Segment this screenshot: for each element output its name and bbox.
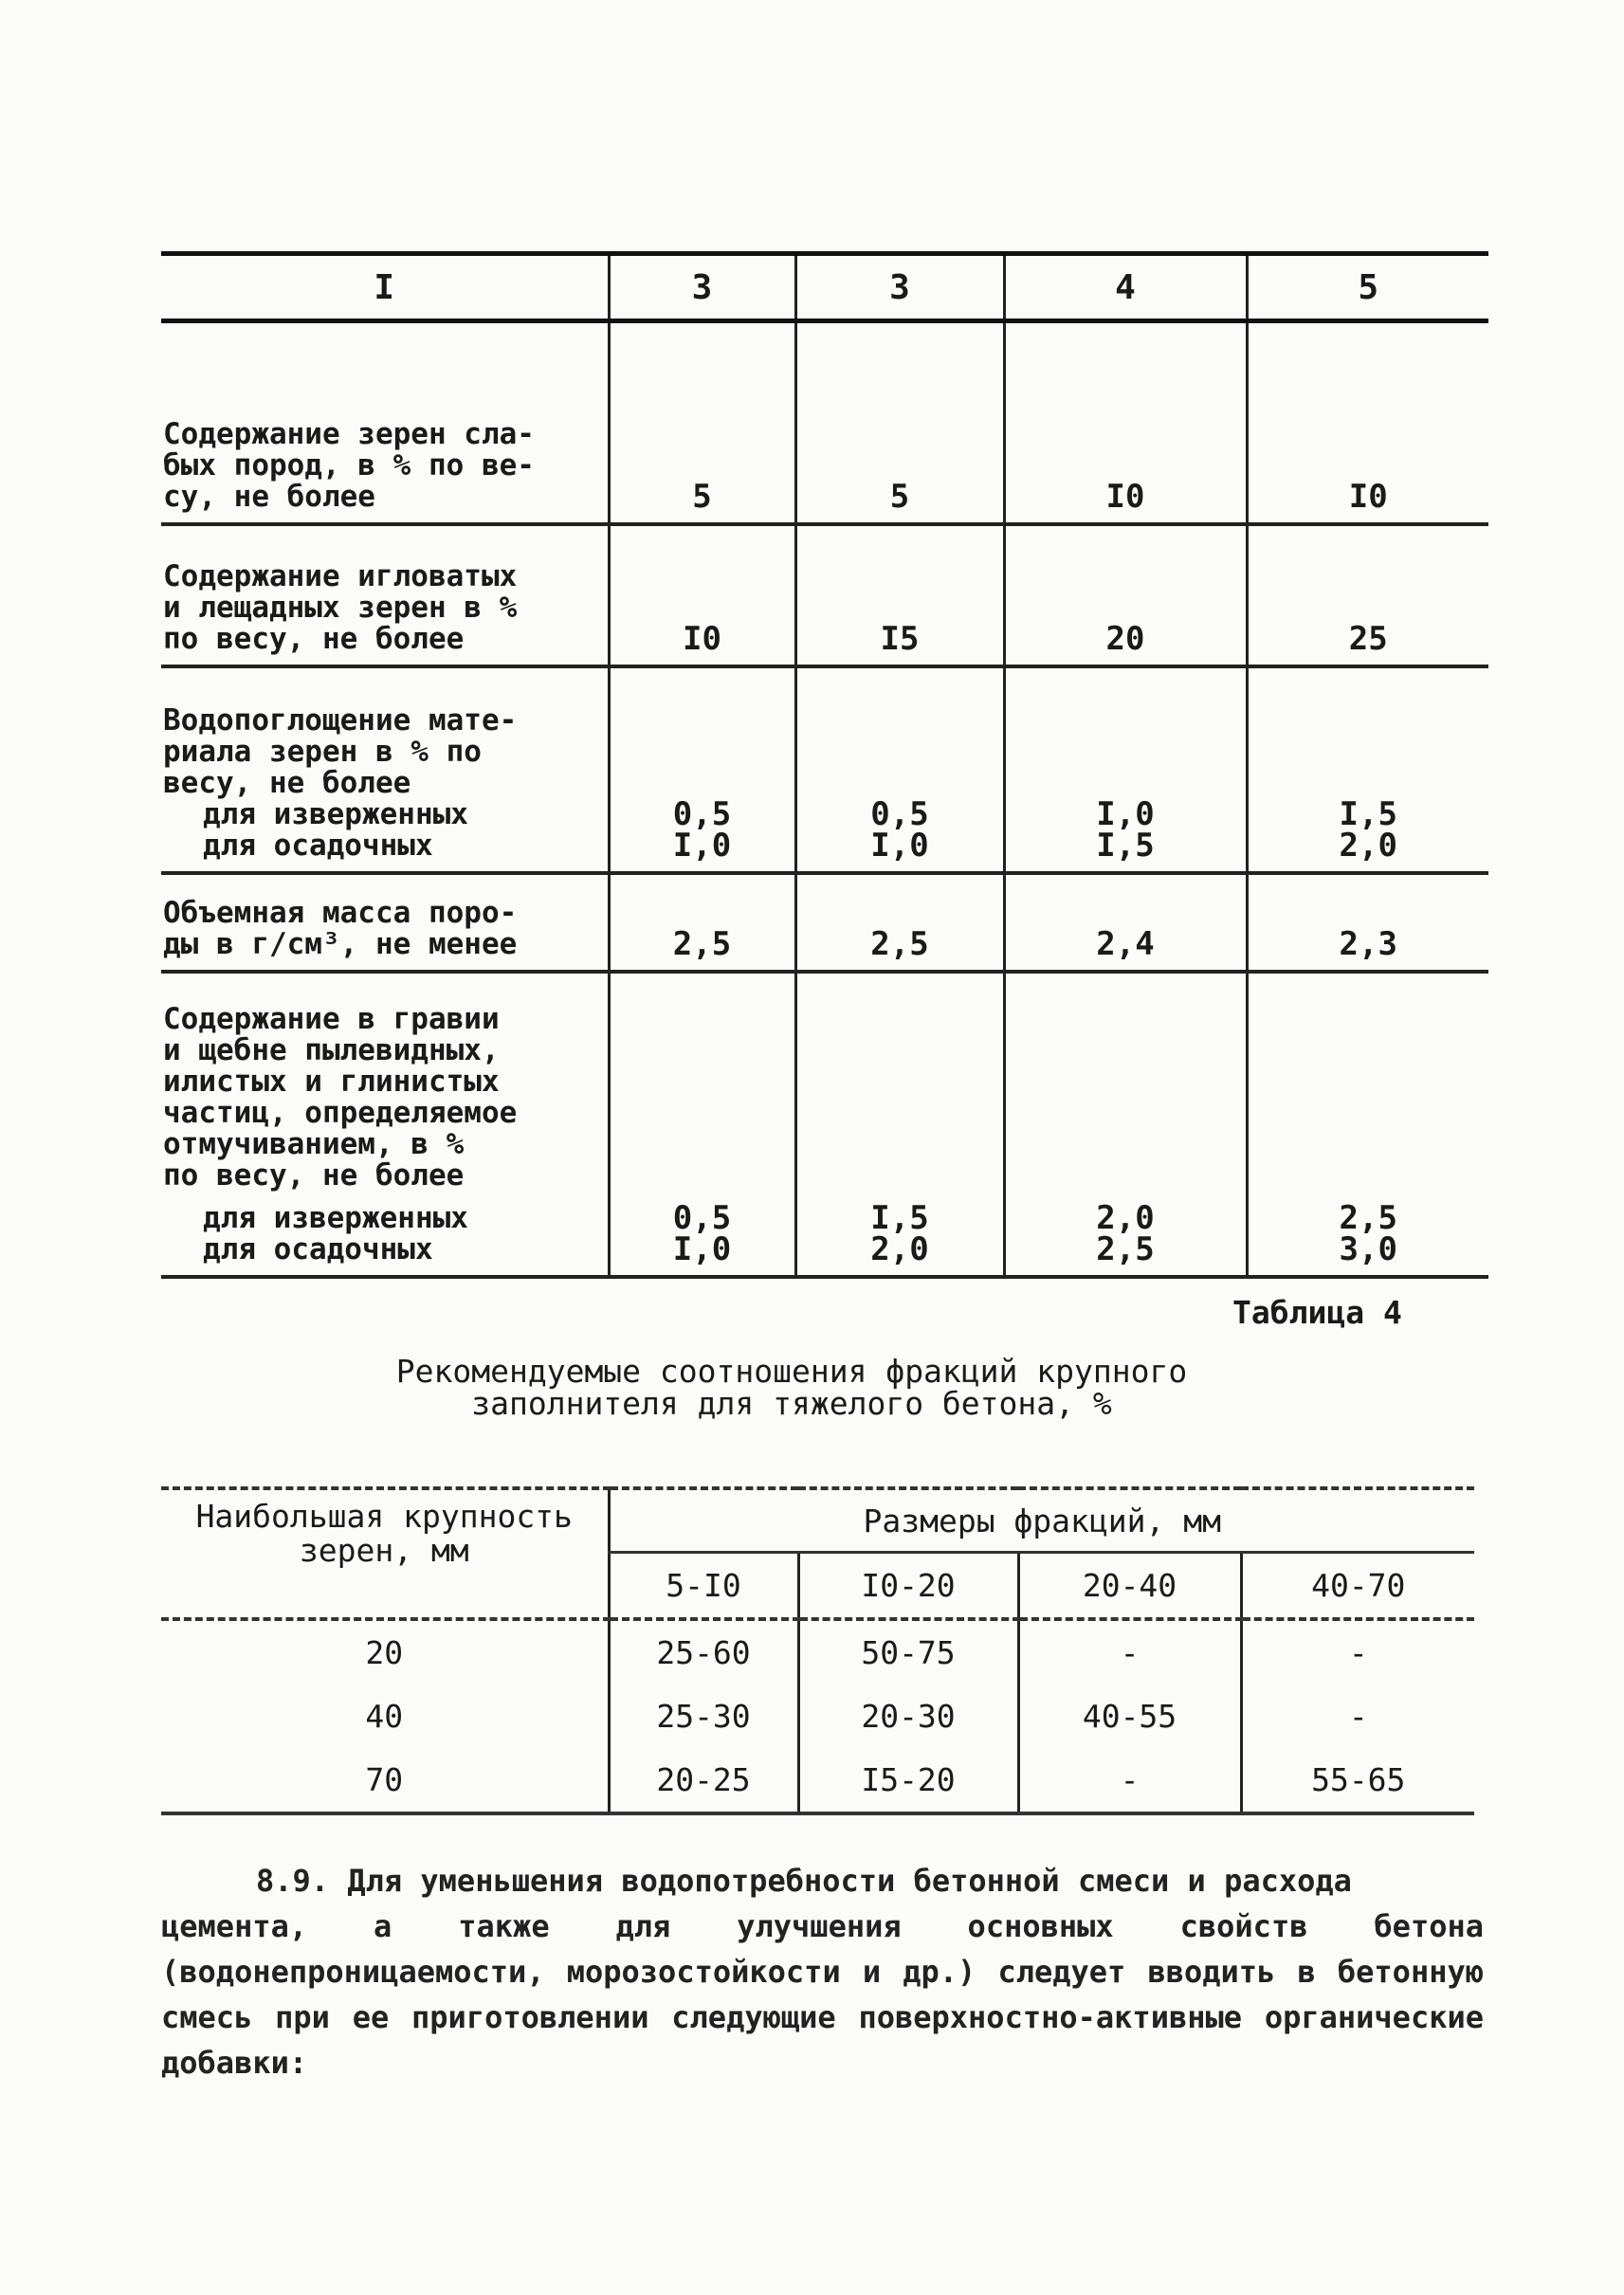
label-line: Содержание зерен сла- [163,416,535,451]
label-line: отмучиванием, в % [163,1126,465,1161]
fraction-header: 40-70 [1241,1553,1474,1619]
cell-value: 55-65 [1241,1748,1474,1813]
sub-label: для осадочных [203,1231,433,1266]
cell-value: 0,5 I,0 [609,666,795,873]
row-header-line: Наибольшая крупность [195,1498,573,1535]
cell-value: 2,3 [1247,873,1488,972]
column-number: I [161,254,609,321]
cell-value: - [1018,1619,1241,1685]
table-row [161,873,1488,972]
cell-value: 0,5 I,0 [795,666,1004,873]
cell-value: I0 [1004,321,1247,524]
cell-value: I0 [1247,321,1488,524]
cell-value: 2,0 2,5 [1004,972,1247,1277]
sub-label: для осадочных [203,828,433,863]
label-line: и лещадных зерен в % [163,590,518,625]
label-line: Объемная масса поро- [163,895,518,930]
label-line: илистых и глинистых [163,1064,500,1099]
paragraph-8-9 [161,1858,1484,2086]
row-label [161,873,609,972]
cell-value: I,0 I,5 [1004,666,1247,873]
size-cell: 70 [161,1748,609,1813]
label-line: по весу, не более [163,1157,465,1193]
row-header-line: зерен, мм [299,1532,469,1569]
table-row [161,524,1488,666]
cell-value: 2,5 3,0 [1247,972,1488,1277]
cell-value: - [1018,1748,1241,1813]
label-line: бых пород, в % по ве- [163,447,535,483]
cell-value: 2,5 [609,873,795,972]
properties-table [161,251,1488,1279]
cell-value: 20-25 [609,1748,798,1813]
label-line: риала зерен в % по [163,734,482,769]
table-row [161,666,1488,873]
cell-value: 0,5 I,0 [609,972,795,1277]
label-line: по весу, не более [163,621,465,656]
table-number-label: Таблица 4 [1232,1294,1402,1331]
label-line: частиц, определяемое [163,1095,518,1130]
cell-value: 2,4 [1004,873,1247,972]
label-line: и щебне пылевидных, [163,1032,500,1067]
fraction-header: 5-I0 [609,1553,798,1619]
label-line: Содержание игловатых [163,558,518,593]
size-cell: 40 [365,1698,404,1735]
size-cell: 20 [365,1634,404,1671]
cell-value: I,5 2,0 [1247,666,1488,873]
cell-value: 40-55 [1018,1685,1241,1748]
cell-value: 25-60 [609,1619,798,1685]
table-row [161,321,1488,524]
title-line: заполнителя для тяжелого бетона, % [471,1385,1112,1422]
paragraph-body: цемента, а также для улучшения основных свойств бетона (водонепроницаемости, морозостойкости и др.) следует вводить в бетонную смесь при ее приготовлении следующие поверхностно-активные органические добавки: [161,1908,1484,2081]
table-row [161,1619,1474,1685]
label-line: су, не более [163,479,375,514]
header-row [161,1488,1474,1553]
cell-value: - [1241,1619,1474,1685]
table-row [161,972,1488,1277]
cell-value: I5-20 [798,1748,1018,1813]
sub-label: для изверженных [203,1200,468,1235]
column-number-row [161,254,1488,321]
cell-value: I5 [795,524,1004,666]
table-row [161,1748,1474,1813]
paragraph-first-line: 8.9. Для уменьшения водопотребности бетонной смеси и расхода [256,1863,1352,1899]
sub-label: для изверженных [203,796,468,831]
fraction-header: 20-40 [1018,1553,1241,1619]
row-label [161,321,609,524]
fraction-header: I0-20 [798,1553,1018,1619]
column-number: 3 [609,254,795,321]
cell-value: I,5 2,0 [795,972,1004,1277]
cell-value: 20 [1004,524,1247,666]
row-label [161,666,609,873]
cell-value: 2,5 [795,873,1004,972]
row-label [161,524,609,666]
row-header [161,1488,609,1619]
fraction-ratio-table [161,1486,1474,1815]
cell-value: I0 [609,524,795,666]
cell-value: 25-30 [609,1685,798,1748]
group-header: Размеры фракций, мм [609,1488,1474,1553]
label-line: Содержание в гравии [163,1001,500,1036]
title-line: Рекомендуемые соотношения фракций крупного [395,1353,1188,1390]
cell-value: 25 [1247,524,1488,666]
table-title [237,1353,1346,1422]
label-line: Водопоглощение мате- [163,702,518,738]
column-number: 3 [795,254,1004,321]
cell-value: 50-75 [798,1619,1018,1685]
label-line: ды в г/см³, не менее [163,926,518,961]
cell-value: - [1241,1685,1474,1748]
row-label [161,972,609,1277]
column-number: 5 [1247,254,1488,321]
cell-value: 5 [795,321,1004,524]
label-line: весу, не более [163,765,411,800]
cell-value: 20-30 [798,1685,1018,1748]
column-number: 4 [1004,254,1247,321]
table-row [161,1685,1474,1748]
cell-value: 5 [609,321,795,524]
